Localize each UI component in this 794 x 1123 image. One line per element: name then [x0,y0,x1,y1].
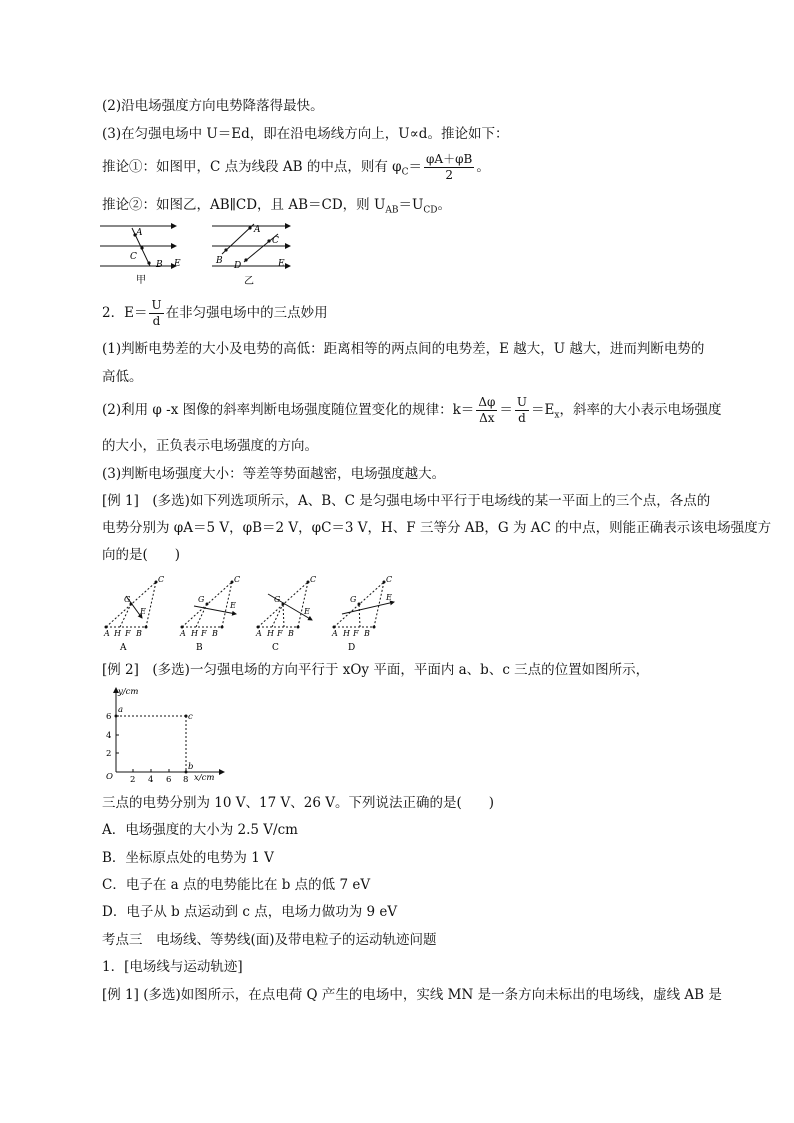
option-label-D: D [348,643,356,653]
svg-text:B: B [364,629,370,638]
label-C: C [130,252,137,262]
svg-text:E: E [230,601,236,610]
text-line: (3)在匀强电场中 U＝Ed，即在沿电场线方向上，U∝d。推论如下： [102,126,509,142]
svg-text:F: F [277,629,283,638]
svg-text:H: H [191,629,198,638]
svg-text:6: 6 [106,712,112,722]
svg-text:C: C [158,575,165,584]
label-A: A [136,228,143,238]
label-E: E [174,259,181,269]
options-figure [98,572,418,654]
option-label-C: C [272,643,279,653]
text-line: [例 1] (多选)如下列选项所示，A、B、C 是匀强电场中平行于电场线的某一平面上的三个点，各点的 [102,493,711,509]
svg-text:E: E [278,259,285,269]
text-line: 的大小，正负表示电场强度的方向。 [102,438,318,454]
svg-text:A: A [104,629,110,638]
svg-text:A: A [254,225,261,235]
svg-text:C: C [386,575,393,584]
x-axis-label: x/cm [194,773,215,783]
text-line: [例 1] (多选)如图所示，在点电荷 Q 产生的电场中，实线 MN 是一条方向未标出的电场线，虚线 AB 是 [102,987,722,1003]
svg-text:E: E [304,607,310,616]
svg-text:G: G [350,595,357,604]
svg-text:B: B [288,629,294,638]
text-line: [例 2] (多选)一匀强电场的方向平行于 xOy 平面，平面内 a、b、c 三点的位置如图所示， [102,662,650,678]
choice-A: A．电场强度的大小为 2.5 V/cm [102,822,298,838]
svg-text:C: C [234,575,241,584]
svg-text:G: G [124,595,131,604]
svg-text:2: 2 [106,749,112,759]
text-line: (3)判断电场强度大小：等差等势面越密，电场强度越大。 [102,466,446,482]
svg-text:A: A [256,629,262,638]
svg-text:F: F [125,629,131,638]
section-2-title: 2．E＝ $\frac{U}{d}$ 在非匀强电场中的三点妙用 [102,298,328,328]
svg-text:O: O [106,772,113,782]
label-yi: 乙 [244,276,254,287]
svg-text:b: b [188,762,194,772]
text-line: 三点的电势分别为 10 V、17 V、26 V。下列说法正确的是( ) [102,795,494,811]
corollary-1: 推论①：如图甲，C 点为线段 AB 的中点，则有 $\varphi_C=$ $\frac{\varphi A+\varphi B}{2}$ 。 [102,152,490,182]
svg-text:B: B [136,629,142,638]
svg-text:G: G [198,595,205,604]
coordinate-figure [100,684,230,788]
svg-text:4: 4 [148,775,154,785]
slope-line: (2)利用 φ -x 图像的斜率判断电场强度随位置变化的规律：k＝ $\frac{\Delta\varphi}{\Delta x}$ ＝ $\frac{U}{d}$ $=E_x$，斜率的大小表示电场强度 [102,395,722,425]
svg-text:B: B [216,256,223,266]
svg-text:D: D [234,261,242,271]
svg-text:F: F [353,629,359,638]
svg-text:C: C [310,575,317,584]
text-line: 高低。 [102,369,143,385]
svg-text:H: H [114,629,121,638]
fraction: $\frac{\varphi A+\varphi B}{2}$ [426,152,473,182]
svg-text:G: G [274,595,281,604]
choice-D: D．电子从 b 点运动到 c 点，电场力做功为 9 eV [102,904,398,920]
figure-jia-yi [98,218,308,292]
svg-text:2: 2 [130,775,136,785]
text-line: 电势分别为 φA＝5 V，φB＝2 V，φC＝3 V，H、F 三等分 AB，G 为 AC 的中点，则能正确表示该电场强度方 [102,520,772,536]
svg-text:C: C [272,236,279,246]
svg-text:4: 4 [106,731,112,741]
svg-text:8: 8 [183,775,189,785]
section-heading: 考点三 电场线、等势线(面)及带电粒子的运动轨迹问题 [102,932,437,948]
svg-text:B: B [212,629,218,638]
label-jia: 甲 [136,275,146,286]
svg-text:A: A [180,629,186,638]
text-line: (2)沿电场强度方向电势降落得最快。 [102,98,324,114]
svg-text:H: H [343,629,350,638]
svg-text:E: E [386,593,392,602]
label-B: B [156,260,163,270]
option-label-A: A [120,643,127,653]
svg-text:6: 6 [166,775,172,785]
y-axis-label: y/cm [118,687,139,697]
choice-B: B．坐标原点处的电势为 1 V [102,850,274,866]
svg-text:A: A [332,629,338,638]
svg-text:H: H [267,629,274,638]
option-label-B: B [196,643,203,653]
text-line: (1)判断电势差的大小及电势的高低：距离相等的两点间的电势差，E 越大，U 越大，进而判断电势的 [102,341,705,357]
svg-text:E: E [140,607,146,616]
text-line: 1．[电场线与运动轨迹] [102,959,243,975]
svg-text:a: a [118,705,124,715]
svg-text:c: c [188,712,193,722]
choice-C: C．电子在 a 点的电势能比在 b 点的低 7 eV [102,877,371,893]
svg-text:F: F [201,629,207,638]
text-line: 向的是( ) [102,547,181,563]
corollary-2: 推论②：如图乙，AB∥CD，且 AB＝CD，则 $U_{AB}=U_{CD}$。 [102,197,451,216]
